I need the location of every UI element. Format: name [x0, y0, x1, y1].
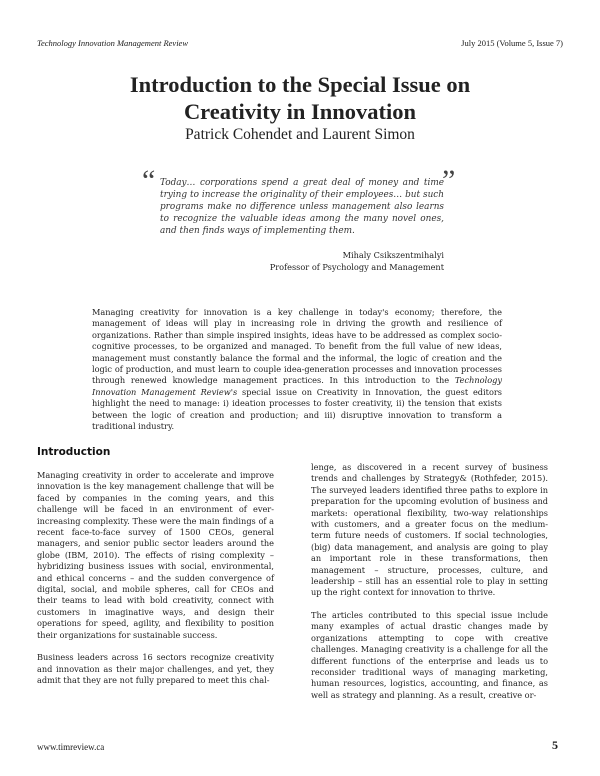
close-quote-icon: ”: [442, 164, 456, 197]
abstract-journal-name: Technology Innovation Management Review's: [92, 375, 502, 397]
title-line-1: Introduction to the Special Issue on: [129, 72, 471, 97]
authors: Patrick Cohendet and Laurent Simon: [185, 126, 415, 143]
abstract: [92, 307, 502, 432]
open-quote-icon: “: [142, 164, 156, 197]
abstract-part-1: Managing creativity for innovation is a key challenge in today's economy; therefore, the management of ideas will play in increasing role in driving the growth and resilience of organizations. Rather than simple inspired insights, ideas have to be addressed as complex socio-cognitive processes, to be organized and managed. To benefit from the full value of new ideas, management must constantly balance the formal and the informal, the logic of creation and the logic of production, and must learn to couple idea-generation processes and innovation processes through renewed knowledge management practices. In this introduction to the: [92, 307, 502, 386]
section-heading-introduction: Introduction: [37, 446, 111, 458]
footer-url: www.timreview.ca: [37, 742, 105, 752]
epigraph-quote: Today… corporations spend a great deal of money and time trying to increase the originality of their employees… but such programs make no difference unless management also learns to recognize the valuable ideas among the many novel ones, and then finds ways of implementing them.: [160, 178, 444, 236]
paragraph: Business leaders across 16 sectors recognize creativity and innovation as their major challenges, and yet, they admit that they are not fully prepared to meet this chal-: [37, 652, 274, 685]
paragraph: The articles contributed to this special issue include many examples of actual drastic changes made by organizations attempting to cope with creative challenges. Managing creativity is a challenge for all the different functions of the enterprise and leads us to reconsider traditional ways of managing marketing, human resources, logistics, accounting, and finance, as well as strategy and planning. As a result, creative or-: [311, 609, 548, 700]
quote-author: Mihaly Csikszentmihalyi: [342, 250, 444, 260]
right-column: [311, 462, 548, 712]
abstract-part-2: special issue on Creativity in Innovation, the guest editors highlight the need to manage: i) ideation processes to foster creativity, ii) the tension that exists between the logic of creation and production; and iii) disruptive innovation to transform a traditional industry.: [92, 386, 502, 432]
left-column: [37, 470, 274, 697]
running-header: [37, 38, 563, 52]
quote-attribution: [160, 250, 444, 273]
journal-name: Technology Innovation Management Review: [37, 38, 188, 48]
page-number: 5: [552, 738, 558, 752]
paragraph: lenge, as discovered in a recent survey of business trends and challenges by Strategy& (Rothfeder, 2015). The surveyed leaders identified three paths to explore in preparation for the upcoming evolution of business and markets: operational flexibility, two-way relationships with customers, and a greater focus on the medium-term future needs of customers. If social technologies, (big) data management, and analysis are going to play an important role in these transformations, then management – structure, processes, culture, and leadership – still has an essential role to play in setting up the right context for innovation to thrive.: [311, 462, 548, 598]
quote-author-role: Professor of Psychology and Management: [269, 261, 444, 272]
article-title: [40, 71, 560, 125]
issue-info: July 2015 (Volume 5, Issue 7): [461, 38, 563, 48]
paragraph: Managing creativity in order to accelerate and improve innovation is the key management challenge that will be faced by companies in the coming years, and this challenge will be faced in an environment of ever-increasing complexity. These were the main findings of a recent face-to-face survey of 1500 CEOs, general managers, and senior public sector leaders around the globe (IBM, 2010). The effects of rising complexity – hybridizing business issues with social, environmental, and ethical concerns – and the sudden convergence of digital, social, and mobile spheres, call for CEOs and their teams to lead with bold creativity, connect with customers in imaginative ways, and design their operations for speed, agility, and flexibility to position their organizations for sustainable success.: [37, 470, 274, 640]
title-line-2: Creativity in Innovation: [183, 99, 417, 124]
